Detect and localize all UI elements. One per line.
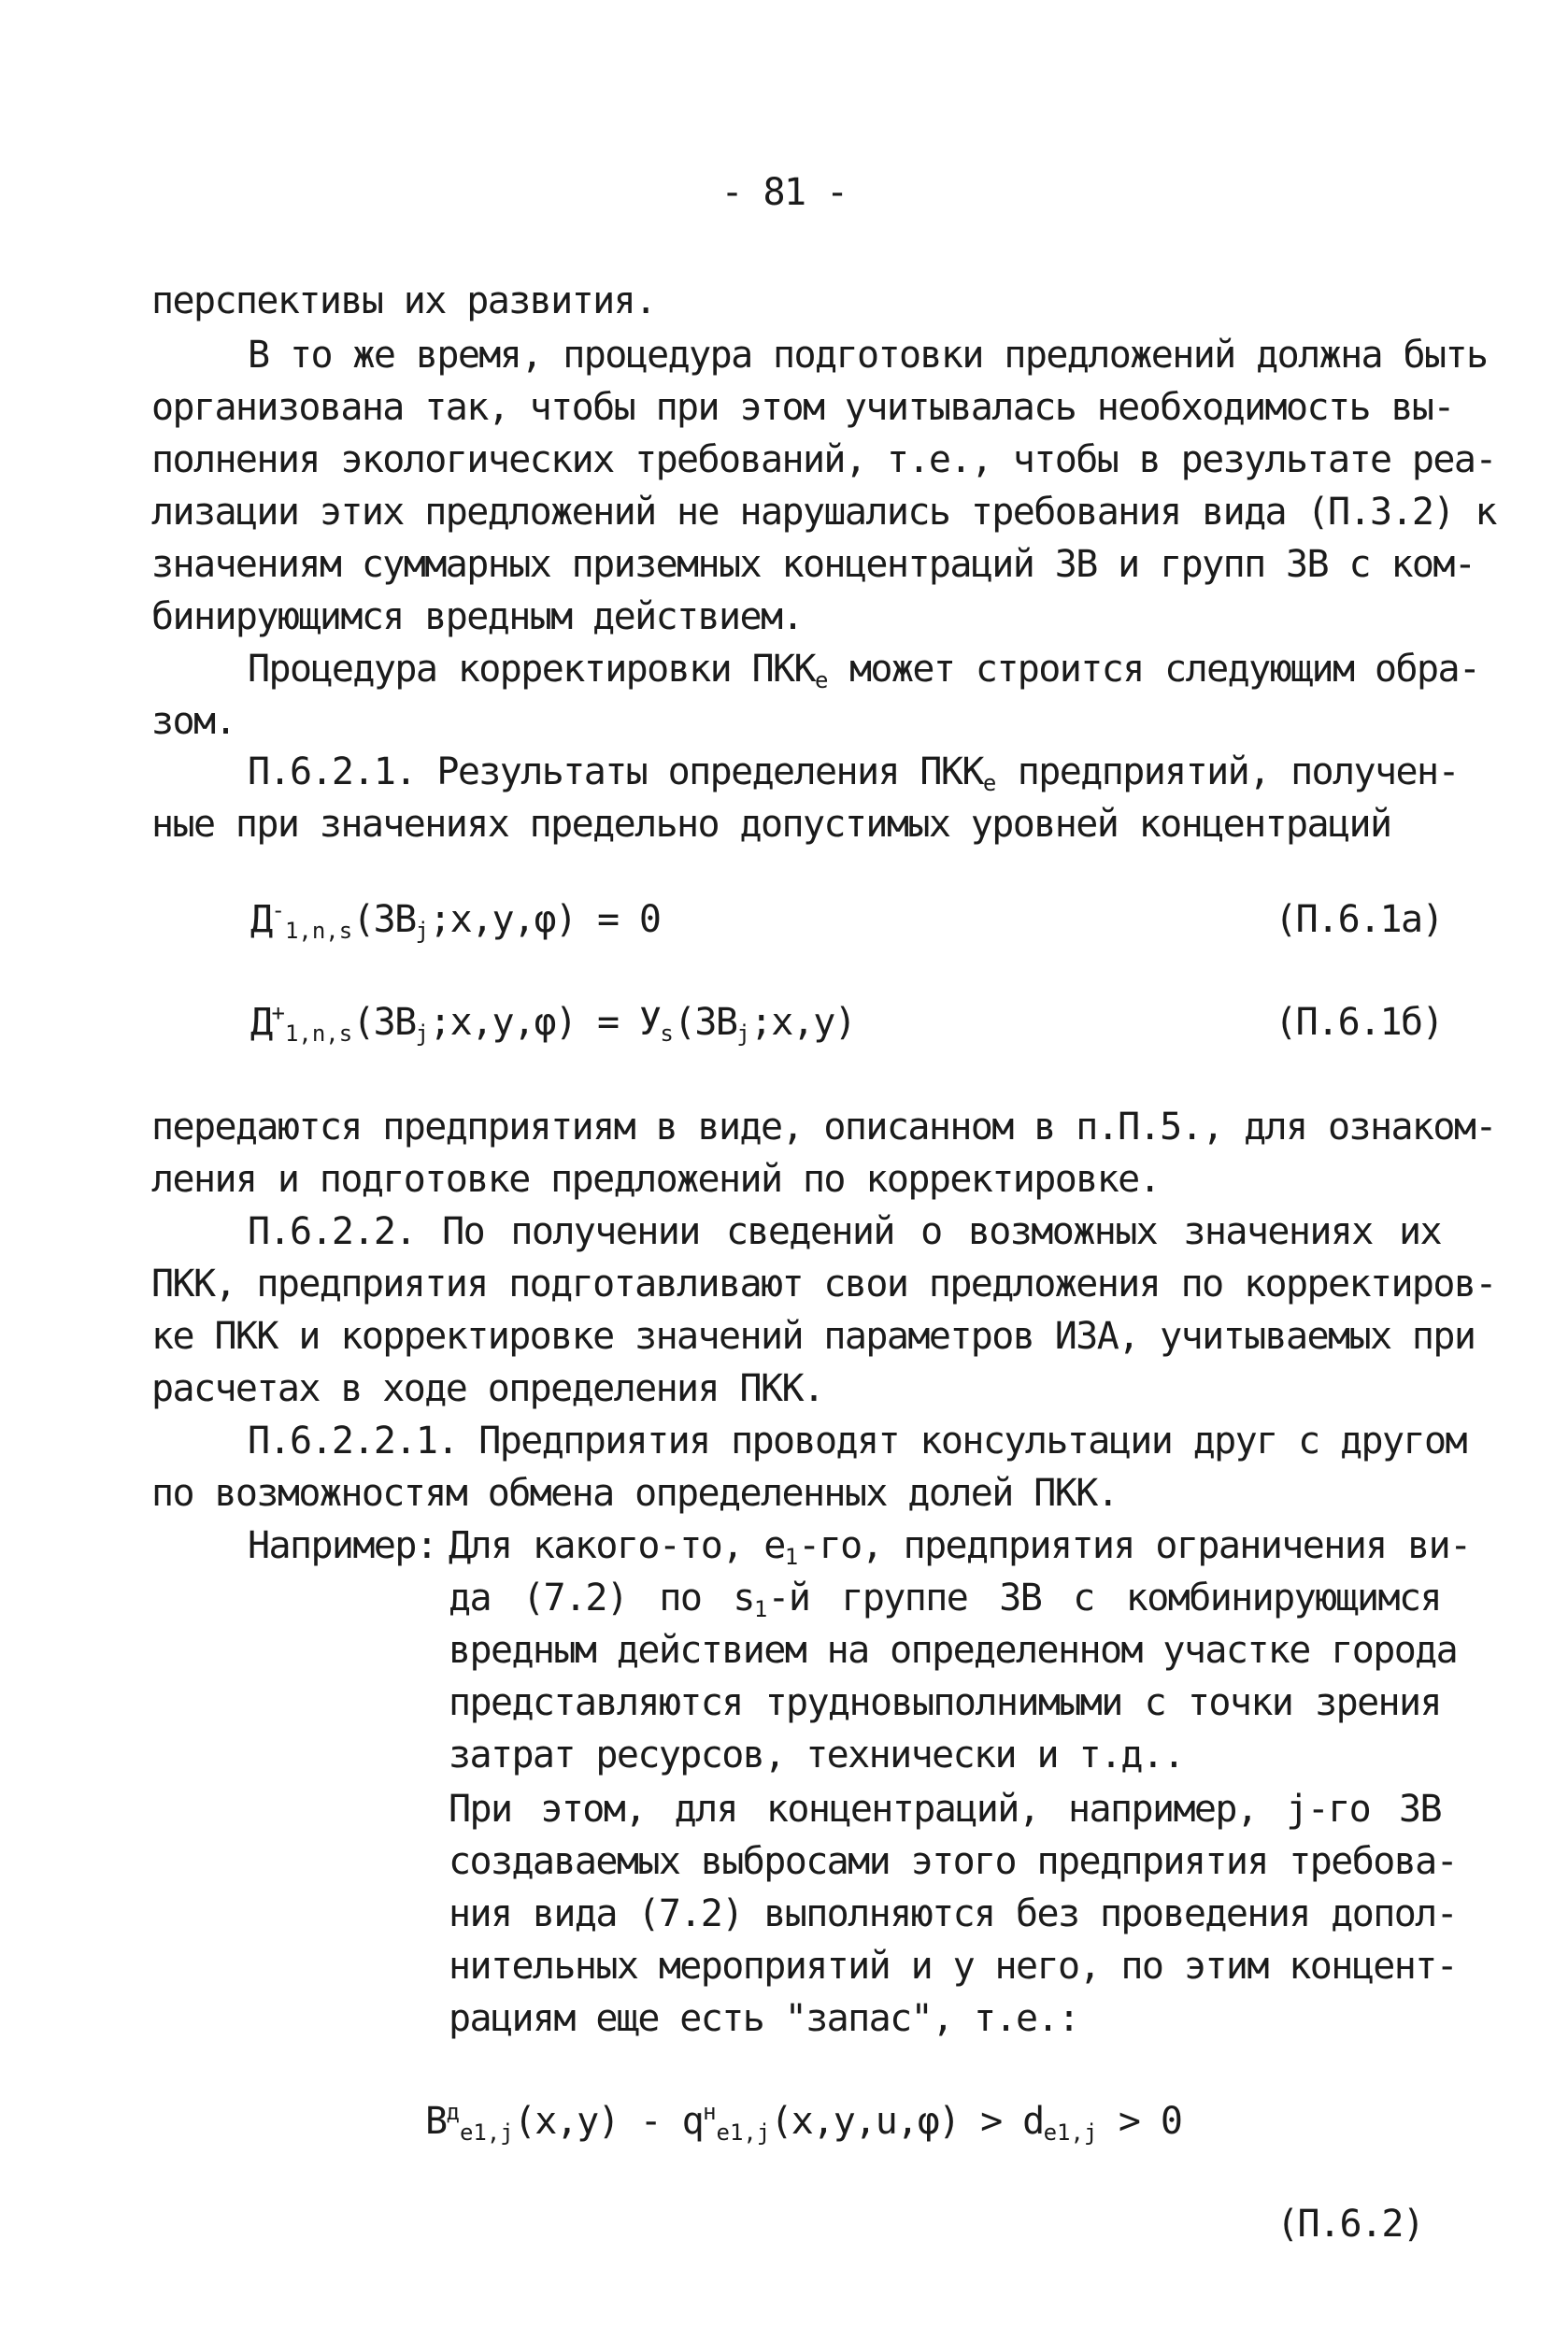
paragraph-line: ления и подготовке предложений по корректировке.	[151, 1158, 1161, 1201]
formula-expression: $В^д_{e1,j}(x,y) - q^н_{e1,j}(x,y,u,\varphi) > d_{e1,j} > 0$	[425, 2099, 1182, 2146]
paragraph-line: по возможностям обмена определенных долей ПКК.	[151, 1472, 1119, 1515]
paragraph-line: ке ПКК и корректировке значений параметров ИЗА, учитываемых при	[151, 1315, 1475, 1358]
paragraph-line: полнения экологических требований, т.е., чтобы в результате реа-	[151, 438, 1496, 481]
formula-label: (П.6.1б)	[1275, 1001, 1443, 1044]
formula-expression: $Д^+_{1,n,s}(ЗВ_j;x,y,\varphi)$ = $У_s(ЗВ_j;x,y)$	[250, 1000, 856, 1047]
paragraph-line: затрат ресурсов, технически и т.д..	[449, 1734, 1184, 1777]
formula-label: (П.6.1а)	[1275, 898, 1443, 941]
paragraph-line: ные при значениях предельно допустимых уровней концентраций	[151, 803, 1391, 846]
paragraph-line: нительных мероприятий и у него, по этим концент-	[449, 1945, 1458, 1988]
paragraph-line: При этом, для концентраций, например, j-го ЗВ	[449, 1788, 1441, 1831]
formula-label: (П.6.2)	[1276, 2203, 1424, 2246]
paragraph-line: Для какого-то, $e_1-го$, предприятия ограничения ви-	[449, 1524, 1471, 1570]
paragraph-line: Процедура корректировки $ПКК_e$ может строится следующим обра-	[248, 648, 1480, 693]
paragraph-line: да (7.2) по $s_1-й$ группе ЗВ с комбинирующимся	[449, 1577, 1441, 1622]
paragraph-line: ния вида (7.2) выполняются без проведения допол-	[449, 1892, 1458, 1935]
paragraph-line: организована так, чтобы при этом учитывалась необходимость вы-	[151, 386, 1454, 429]
paragraph-line: В то же время, процедура подготовки предложений должна быть	[248, 334, 1488, 377]
paragraph-line: значениям суммарных приземных концентраций ЗВ и групп ЗВ с ком-	[151, 543, 1475, 586]
paragraph-line: П.6.2.2. По получении сведений о возможных значениях их	[248, 1210, 1441, 1253]
page-number: - 81 -	[720, 171, 848, 214]
paragraph-line: расчетах в ходе определения ПКК.	[151, 1367, 824, 1410]
formula-expression: $Д^-_{1,n,s}(ЗВ_j;x,y,\varphi) = 0$	[250, 897, 661, 944]
example-label: Например:	[248, 1524, 437, 1567]
paragraph-line: создаваемых выбросами этого предприятия требова-	[449, 1840, 1458, 1883]
paragraph-line: представляются трудновыполнимыми с точки зрения	[449, 1681, 1441, 1724]
paragraph-line: бинирующимся вредным действием.	[151, 595, 803, 638]
paragraph-line: перспективы их развития.	[151, 279, 656, 322]
paragraph-line: лизации этих предложений не нарушались требования вида (П.3.2) к	[151, 491, 1496, 534]
paragraph-line: передаются предприятиям в виде, описанном в п.П.5., для ознаком-	[151, 1106, 1496, 1149]
paragraph-line: вредным действием на определенном участке города	[449, 1629, 1458, 1672]
paragraph-line: зом.	[151, 700, 235, 743]
paragraph-line: П.6.2.2.1. Предприятия проводят консультации друг с другом	[248, 1420, 1466, 1463]
paragraph-line: П.6.2.1. Результаты определения $ПКК_e$ предприятий, получен-	[248, 750, 1459, 796]
paragraph-line: рациям еще есть "запас", т.е.:	[449, 1997, 1079, 2040]
paragraph-line: ПКК, предприятия подготавливают свои предложения по корректиров-	[151, 1263, 1496, 1306]
